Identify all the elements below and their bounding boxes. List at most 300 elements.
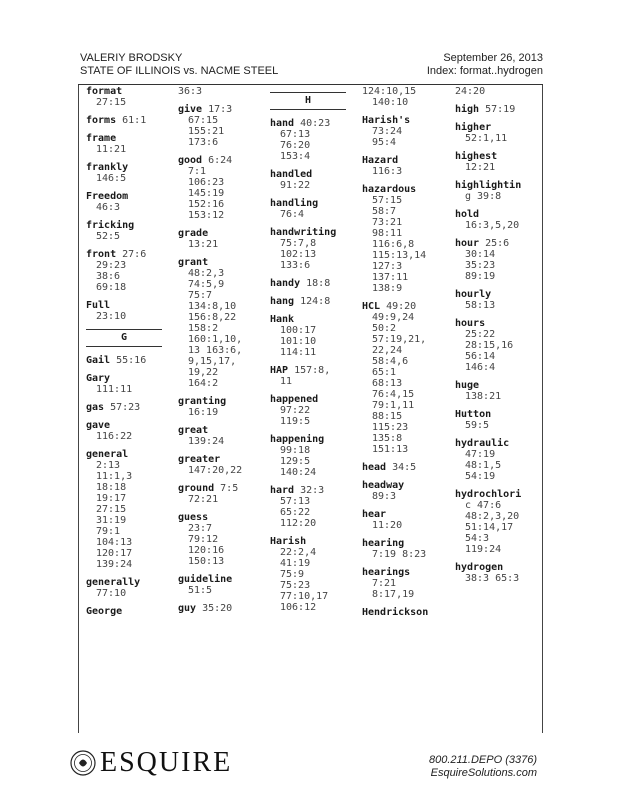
entry-line <box>178 603 270 614</box>
entry-ref: 77:10,17 <box>280 591 329 602</box>
index-entry <box>362 538 454 560</box>
entry-line <box>455 180 547 191</box>
entry-ref: 152:16 <box>188 199 225 210</box>
entry-term: higher <box>455 122 492 133</box>
entry-ref: 106:12 <box>280 602 317 613</box>
entry-ref: 120:16 <box>188 545 225 556</box>
entry-first-ref: 124:8 <box>300 296 331 307</box>
index-entry <box>362 115 454 148</box>
entry-term: hearings <box>362 567 411 578</box>
entry-term: general <box>86 449 129 460</box>
index-entry <box>86 355 178 366</box>
index-entry <box>362 480 454 502</box>
entry-term: highest <box>455 151 498 162</box>
entry-ref: 135:8 <box>372 433 403 444</box>
entry-term: HAP <box>270 365 289 376</box>
entry-ref: 73:21 <box>372 217 403 228</box>
entry-ref: 119:24 <box>465 544 502 555</box>
entry-ref: 75:9 <box>280 569 305 580</box>
index-entry <box>86 300 178 322</box>
entry-line <box>86 220 178 231</box>
entry-ref: 95:4 <box>372 137 397 148</box>
entry-ref: 18:18 <box>96 482 127 493</box>
entry-ref: 48:2,3 <box>188 268 225 279</box>
index-entry <box>178 86 270 97</box>
entry-ref: 75:23 <box>280 580 311 591</box>
entry-term: forms <box>86 115 117 126</box>
index-entry <box>270 485 362 529</box>
entry-ref: 51:14,17 <box>465 522 514 533</box>
entry-line <box>270 536 362 547</box>
entry-ref: 134:8,10 <box>188 301 237 312</box>
section-divider <box>270 109 346 110</box>
entry-first-ref: 55:16 <box>116 355 147 366</box>
entry-ref: 12:21 <box>465 162 496 173</box>
entry-term: head <box>362 462 387 473</box>
entry-ref: 138:21 <box>465 391 502 402</box>
entry-term: front <box>86 249 117 260</box>
entry-term: granting <box>178 396 227 407</box>
entry-line <box>178 483 270 494</box>
entry-line <box>455 104 547 115</box>
index-entry <box>362 86 454 108</box>
entry-ref: 116:6,8 <box>372 239 415 250</box>
entry-term: frankly <box>86 162 129 173</box>
entry-line <box>86 162 178 173</box>
entry-line <box>270 278 362 289</box>
entry-term: generally <box>86 577 141 588</box>
entry-ref: 49:9,24 <box>372 312 415 323</box>
section-divider <box>270 92 346 93</box>
deponent-name: VALERIY BRODSKY <box>80 52 183 64</box>
entry-ref: 139:24 <box>96 559 133 570</box>
entry-ref: 155:21 <box>188 126 225 137</box>
entry-term: hearing <box>362 538 405 549</box>
entry-term: handling <box>270 198 319 209</box>
entry-ref: 115:23 <box>372 422 409 433</box>
entry-ref: 114:11 <box>280 347 317 358</box>
entry-ref: 158:2 <box>188 323 219 334</box>
entry-line <box>455 289 547 300</box>
entry-first-ref: 35:20 <box>202 603 233 614</box>
entry-line <box>362 462 454 473</box>
entry-ref: 13 163:6, <box>188 345 243 356</box>
entry-ref: 9,15,17, <box>188 356 237 367</box>
index-entry <box>178 228 270 250</box>
entry-line <box>362 509 454 520</box>
entry-line <box>178 155 270 166</box>
entry-ref: 75:7 <box>188 290 213 301</box>
entry-line <box>362 607 454 618</box>
entry-ref: 11:1,3 <box>96 471 133 482</box>
entry-ref: 22:2,4 <box>280 547 317 558</box>
index-entry <box>270 278 362 289</box>
entry-ref: 119:5 <box>280 416 311 427</box>
entry-first-ref: 57:23 <box>110 402 141 413</box>
entry-ref: 76:20 <box>280 140 311 151</box>
entry-ref: 54:3 <box>465 533 490 544</box>
index-entry <box>178 104 270 148</box>
entry-line <box>86 449 178 460</box>
entry-first-ref: 57:19 <box>485 104 516 115</box>
entry-ref: 79:1 <box>96 526 121 537</box>
entry-line <box>362 115 454 126</box>
entry-term: Harish <box>270 536 307 547</box>
index-entry <box>178 512 270 567</box>
case-title: STATE OF ILLINOIS vs. NACME STEEL <box>80 65 279 77</box>
index-column-3 <box>270 86 362 620</box>
entry-ref: 156:8,22 <box>188 312 237 323</box>
index-entry <box>270 227 362 271</box>
index-entry <box>455 209 547 231</box>
entry-term: give <box>178 104 203 115</box>
entry-ref: 146:5 <box>96 173 127 184</box>
entry-term: Hank <box>270 314 295 325</box>
entry-term: fricking <box>86 220 135 231</box>
entry-line <box>455 380 547 391</box>
index-entry <box>362 607 454 618</box>
index-entry <box>362 301 454 455</box>
entry-term: hydrogen <box>455 562 504 573</box>
index-entry <box>86 86 178 108</box>
entry-ref: 58:4,6 <box>372 356 409 367</box>
entry-ref: 24:20 <box>455 86 486 97</box>
footer-contact <box>429 754 537 780</box>
index-entry <box>362 155 454 177</box>
entry-line <box>86 606 178 617</box>
footer-site: EsquireSolutions.com <box>430 767 537 779</box>
entry-line <box>270 198 362 209</box>
entry-first-ref: 27:6 <box>122 249 147 260</box>
entry-line <box>455 562 547 573</box>
entry-line <box>86 420 178 431</box>
entry-line <box>455 438 547 449</box>
entry-ref: 97:22 <box>280 405 311 416</box>
index-entry <box>270 314 362 358</box>
entry-ref: 124:10,15 <box>362 86 417 97</box>
entry-ref: 79:12 <box>188 534 219 545</box>
entry-line <box>455 318 547 329</box>
entry-ref: 133:6 <box>280 260 311 271</box>
entry-term: Harish's <box>362 115 411 126</box>
entry-line <box>270 227 362 238</box>
entry-ref: 7:21 <box>372 578 397 589</box>
entry-term: hours <box>455 318 486 329</box>
entry-ref: 129:5 <box>280 456 311 467</box>
entry-ref: 88:15 <box>372 411 403 422</box>
index-entry <box>86 162 178 184</box>
entry-ref: 79:1,11 <box>372 400 415 411</box>
index-entry <box>455 86 547 97</box>
index-entry <box>455 438 547 482</box>
entry-line <box>178 454 270 465</box>
index-entry <box>86 133 178 155</box>
entry-term: Gary <box>86 373 111 384</box>
entry-term: high <box>455 104 480 115</box>
index-entry <box>86 220 178 242</box>
index-entry <box>178 425 270 447</box>
index-entry <box>455 122 547 144</box>
entry-ref: 73:24 <box>372 126 403 137</box>
index-entry <box>178 454 270 476</box>
deposition-date: September 26, 2013 <box>443 52 543 64</box>
entry-ref: 23:7 <box>188 523 213 534</box>
index-entry <box>178 257 270 389</box>
header-right <box>427 52 543 78</box>
footer-phone: 800.211.DEPO (3376) <box>428 754 537 766</box>
entry-line <box>362 301 454 312</box>
index-entry <box>455 318 547 373</box>
entry-line <box>270 169 362 180</box>
entry-line <box>270 365 362 376</box>
index-entry <box>455 489 547 555</box>
index-entry <box>178 483 270 505</box>
entry-ref: 28:15,16 <box>465 340 514 351</box>
entry-first-ref: 18:8 <box>306 278 331 289</box>
entry-ref: 116:22 <box>96 431 133 442</box>
entry-ref: 104:13 <box>96 537 133 548</box>
entry-term: guy <box>178 603 197 614</box>
entry-ref: 50:2 <box>372 323 397 334</box>
entry-term: hand <box>270 118 295 129</box>
index-entry <box>86 577 178 599</box>
entry-term: Gail <box>86 355 111 366</box>
index-entry <box>178 603 270 614</box>
entry-ref: 52:5 <box>96 231 121 242</box>
entry-line <box>270 118 362 129</box>
entry-line <box>362 538 454 549</box>
entry-term: huge <box>455 380 480 391</box>
entry-line <box>178 257 270 268</box>
entry-ref: 57:19,21, <box>372 334 427 345</box>
index-entry <box>270 296 362 307</box>
index-entry <box>86 115 178 126</box>
entry-ref: 147:20,22 <box>188 465 243 476</box>
index-entry <box>86 606 178 617</box>
entry-first-ref: 40:23 <box>300 118 331 129</box>
entry-ref: 120:17 <box>96 548 133 559</box>
entry-ref: 67:13 <box>280 129 311 140</box>
entry-ref: 68:13 <box>372 378 403 389</box>
index-range: Index: format..hydrogen <box>426 65 543 77</box>
entry-ref: 30:14 <box>465 249 496 260</box>
index-entry <box>86 191 178 213</box>
index-column-1 <box>86 86 178 624</box>
entry-term: happened <box>270 394 319 405</box>
entry-ref: 11:21 <box>96 144 127 155</box>
entry-ref: 91:22 <box>280 180 311 191</box>
entry-term: hourly <box>455 289 492 300</box>
entry-ref: 89:19 <box>465 271 496 282</box>
entry-ref: 7:19 8:23 <box>372 549 427 560</box>
entry-ref: 54:19 <box>465 471 496 482</box>
index-column-5 <box>455 86 547 591</box>
entry-first-ref: 34:5 <box>392 462 417 473</box>
entry-first-ref: 25:6 <box>485 238 510 249</box>
entry-line <box>455 489 547 500</box>
index-entry <box>455 409 547 431</box>
index-entry <box>270 536 362 613</box>
entry-ref: 75:7,8 <box>280 238 317 249</box>
entry-ref: 138:9 <box>372 283 403 294</box>
entry-ref: 116:3 <box>372 166 403 177</box>
section-divider <box>86 329 162 330</box>
entry-ref: 115:13,14 <box>372 250 427 261</box>
entry-ref: 48:1,5 <box>465 460 502 471</box>
entry-term: ground <box>178 483 215 494</box>
entry-line <box>86 355 178 366</box>
entry-ref: 65:1 <box>372 367 397 378</box>
entry-ref: 29:23 <box>96 260 127 271</box>
index-entry <box>362 184 454 294</box>
entry-ref: 56:14 <box>465 351 496 362</box>
entry-first-ref: 157:8, <box>294 365 331 376</box>
entry-term: frame <box>86 133 117 144</box>
entry-line <box>86 133 178 144</box>
entry-line <box>270 314 362 325</box>
entry-first-ref: 61:1 <box>122 115 147 126</box>
index-entry <box>270 394 362 427</box>
entry-term: Hazard <box>362 155 399 166</box>
entry-ref: 150:13 <box>188 556 225 567</box>
entry-line <box>455 409 547 420</box>
entry-line <box>86 115 178 126</box>
entry-ref: 31:19 <box>96 515 127 526</box>
index-column-2 <box>178 86 270 621</box>
entry-ref: 51:5 <box>188 585 213 596</box>
entry-term: good <box>178 155 203 166</box>
entry-ref: 27:15 <box>96 504 127 515</box>
entry-line <box>455 151 547 162</box>
entry-line <box>86 191 178 202</box>
entry-term: hard <box>270 485 295 496</box>
entry-ref: 59:5 <box>465 420 490 431</box>
index-entry <box>178 396 270 418</box>
entry-term: hazardous <box>362 184 417 195</box>
header-left <box>80 52 278 78</box>
entry-line <box>178 425 270 436</box>
entry-ref: 2:13 <box>96 460 121 471</box>
entry-line <box>270 485 362 496</box>
entry-ref: 102:13 <box>280 249 317 260</box>
entry-ref: 98:11 <box>372 228 403 239</box>
index-entry <box>86 420 178 442</box>
entry-line <box>86 86 178 97</box>
index-entry <box>270 365 362 387</box>
entry-ref: 111:11 <box>96 384 133 395</box>
entry-term: grant <box>178 257 209 268</box>
index-entry <box>86 402 178 413</box>
entry-term: highlightin <box>455 180 522 191</box>
entry-ref: g 39:8 <box>465 191 502 202</box>
entry-term: Full <box>86 300 111 311</box>
entry-ref: 25:22 <box>465 329 496 340</box>
entry-line <box>270 296 362 307</box>
index-column-4 <box>362 86 454 625</box>
entry-ref: 38:3 65:3 <box>465 573 520 584</box>
seal-icon <box>70 750 96 776</box>
entry-term: handy <box>270 278 301 289</box>
entry-ref: 99:18 <box>280 445 311 456</box>
entry-ref: 65:22 <box>280 507 311 518</box>
index-entry <box>455 380 547 402</box>
index-entry <box>362 462 454 473</box>
index-entry <box>270 434 362 478</box>
entry-ref: 36:3 <box>178 86 203 97</box>
entry-line <box>86 300 178 311</box>
index-entry <box>270 118 362 162</box>
entry-ref: c 47:6 <box>465 500 502 511</box>
entry-ref: 27:15 <box>96 97 127 108</box>
entry-ref: 23:10 <box>96 311 127 322</box>
entry-ref: 16:19 <box>188 407 219 418</box>
entry-ref: 69:18 <box>96 282 127 293</box>
entry-line <box>178 228 270 239</box>
entry-ref: 19:17 <box>96 493 127 504</box>
entry-ref: 11:20 <box>372 520 403 531</box>
section-letter: H <box>304 95 312 106</box>
brand-name: ESQUIRE <box>100 747 233 778</box>
entry-line <box>178 104 270 115</box>
entry-first-ref: 17:3 <box>208 104 233 115</box>
entry-ref: 106:23 <box>188 177 225 188</box>
entry-ref: 127:3 <box>372 261 403 272</box>
entry-ref: 76:4 <box>280 209 305 220</box>
entry-term: Freedom <box>86 191 129 202</box>
index-entry <box>362 509 454 531</box>
index-entry <box>455 104 547 115</box>
entry-ref: 153:12 <box>188 210 225 221</box>
entry-term: hydraulic <box>455 438 510 449</box>
entry-term: Hutton <box>455 409 492 420</box>
entry-ref: 48:2,3,20 <box>465 511 520 522</box>
index-entry <box>455 562 547 584</box>
entry-line <box>270 434 362 445</box>
entry-term: greater <box>178 454 221 465</box>
entry-line <box>362 184 454 195</box>
index-entry <box>86 249 178 293</box>
entry-ref: 38:6 <box>96 271 121 282</box>
entry-ref: 164:2 <box>188 378 219 389</box>
entry-first-ref: 6:24 <box>208 155 233 166</box>
entry-ref: 58:13 <box>465 300 496 311</box>
entry-term: hour <box>455 238 480 249</box>
entry-ref: 41:19 <box>280 558 311 569</box>
entry-ref: 47:19 <box>465 449 496 460</box>
entry-ref: 7:1 <box>188 166 207 177</box>
entry-ref: 89:3 <box>372 491 397 502</box>
entry-term: grade <box>178 228 209 239</box>
entry-first-ref: 49:20 <box>386 301 417 312</box>
entry-ref: 140:10 <box>372 97 409 108</box>
entry-term: hold <box>455 209 480 220</box>
index-entry <box>86 449 178 570</box>
entry-ref: 52:1,11 <box>465 133 508 144</box>
entry-term: great <box>178 425 209 436</box>
entry-ref: 160:1,10, <box>188 334 243 345</box>
entry-term: Hendrickson <box>362 607 429 618</box>
entry-line <box>455 209 547 220</box>
entry-ref: 137:11 <box>372 272 409 283</box>
index-entry <box>178 574 270 596</box>
index-entry <box>362 567 454 600</box>
entry-ref: 173:6 <box>188 137 219 148</box>
entry-term: headway <box>362 480 405 491</box>
entry-term: guideline <box>178 574 233 585</box>
index-entry <box>270 169 362 191</box>
entry-line <box>86 249 178 260</box>
entry-line <box>178 512 270 523</box>
